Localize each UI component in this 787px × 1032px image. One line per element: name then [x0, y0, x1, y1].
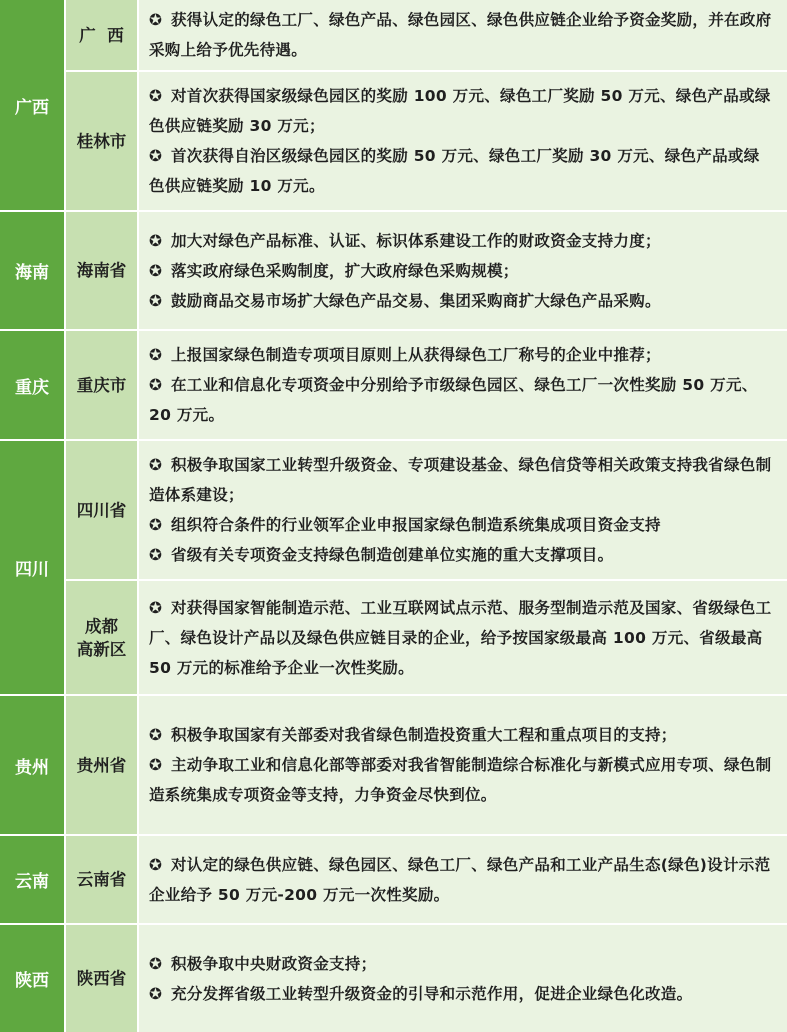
policy-text: 鼓励商品交易市场扩大绿色产品交易、集团采购商扩大绿色产品采购。	[171, 291, 661, 310]
city-label: 陕西省	[76, 969, 127, 988]
policy-item	[149, 5, 775, 65]
policy-content	[139, 331, 787, 439]
policy-text: 对认定的绿色供应链、绿色园区、绿色工厂、绿色产品和工业产品生态(绿色)设计示范企业给予 50 万元-200 万元一次性奖励。	[149, 855, 771, 904]
policy-item	[149, 593, 775, 683]
policy-item	[149, 340, 775, 370]
policy-content	[139, 836, 787, 923]
city-label: 成都	[85, 616, 118, 636]
star-bullet-icon: ✪	[149, 11, 163, 29]
policy-text: 获得认定的绿色工厂、绿色产品、绿色园区、绿色供应链企业给予资金奖励，并在政府采购上给予优先待遇。	[149, 11, 772, 59]
province-cell	[0, 836, 64, 923]
city-label: 贵州省	[76, 755, 127, 775]
policy-text: 充分发挥省级工业转型升级资金的引导和示范作用，促进企业绿色化改造。	[171, 984, 693, 1003]
star-bullet-icon: ✪	[149, 954, 163, 973]
policy-text: 加大对绿色产品标准、认证、标识体系建设工作的财政资金支持力度；	[171, 231, 661, 250]
city-label: 海南省	[76, 261, 127, 280]
policy-item	[149, 720, 775, 750]
city-label: 高新区	[76, 639, 127, 659]
policy-item	[149, 141, 775, 201]
star-bullet-icon: ✪	[149, 756, 163, 774]
policy-text: 对首次获得国家级绿色园区的奖励 100 万元、绿色工厂奖励 50 万元、绿色产品或绿色供应链奖励 30 万元；	[149, 87, 771, 135]
star-bullet-icon: ✪	[149, 87, 163, 105]
policy-item	[149, 949, 775, 979]
province-label: 陕西	[15, 971, 49, 991]
policy-content	[139, 0, 787, 70]
policy-content	[139, 581, 787, 694]
province-cell	[0, 441, 64, 694]
city-cell	[66, 212, 137, 329]
star-bullet-icon: ✪	[149, 456, 163, 474]
province-cell	[0, 212, 64, 329]
policy-item	[149, 750, 775, 810]
star-bullet-icon: ✪	[149, 984, 163, 1003]
city-label: 桂林市	[76, 131, 127, 151]
policy-item	[149, 81, 775, 141]
city-cell	[66, 72, 137, 210]
policy-content	[139, 441, 787, 579]
city-cell	[66, 581, 137, 694]
city-label: 云南省	[76, 870, 127, 889]
province-cell	[0, 0, 64, 210]
star-bullet-icon: ✪	[149, 546, 163, 564]
province-label: 贵州	[15, 757, 49, 778]
star-bullet-icon: ✪	[149, 231, 163, 250]
province-label: 广西	[15, 97, 49, 118]
star-bullet-icon: ✪	[149, 376, 163, 394]
policy-item	[149, 226, 775, 256]
policy-text: 上报国家绿色制造专项项目原则上从获得绿色工厂称号的企业中推荐；	[171, 346, 661, 364]
star-bullet-icon: ✪	[149, 598, 163, 617]
policy-content	[139, 72, 787, 210]
star-bullet-icon: ✪	[149, 291, 163, 310]
policy-content	[139, 212, 787, 329]
city-cell	[66, 0, 137, 70]
policy-item	[149, 370, 775, 430]
city-cell	[66, 696, 137, 834]
policy-text: 积极争取国家工业转型升级资金、专项建设基金、绿色信贷等相关政策支持我省绿色制造体系建设；	[149, 456, 772, 504]
city-label: 四川省	[76, 500, 127, 520]
city-cell	[66, 836, 137, 923]
policy-text: 对获得国家智能制造示范、工业互联网试点示范、服务型制造示范及国家、省级绿色工厂、绿色设计产品以及绿色供应链目录的企业，给予按国家级最高 100 万元、省级最高 50 万元的标准给予企业一次性奖励。	[149, 598, 772, 677]
policy-item	[149, 540, 775, 570]
policy-item	[149, 450, 775, 510]
policy-text: 组织符合条件的行业领军企业申报国家绿色制造系统集成项目资金支持	[171, 516, 661, 534]
policy-item	[149, 286, 775, 316]
policy-item	[149, 256, 775, 286]
star-bullet-icon: ✪	[149, 726, 163, 744]
city-label: 广 西	[79, 25, 124, 45]
province-label: 海南	[15, 263, 49, 283]
policy-item	[149, 510, 775, 540]
province-cell	[0, 696, 64, 834]
city-cell	[66, 441, 137, 579]
star-bullet-icon: ✪	[149, 261, 163, 280]
star-bullet-icon: ✪	[149, 516, 163, 534]
policy-text: 在工业和信息化专项资金中分别给予市级绿色园区、绿色工厂一次性奖励 50 万元、20 万元。	[149, 376, 758, 424]
province-label: 四川	[15, 560, 49, 580]
policy-text: 主动争取工业和信息化部等部委对我省智能制造综合标准化与新模式应用专项、绿色制造系统集成专项资金等支持，力争资金尽快到位。	[149, 756, 772, 804]
province-label: 云南	[15, 872, 49, 892]
policy-text: 积极争取中央财政资金支持；	[171, 954, 377, 973]
policy-text: 落实政府绿色采购制度，扩大政府绿色采购规模；	[171, 261, 519, 280]
star-bullet-icon: ✪	[149, 855, 163, 874]
policy-item	[149, 850, 775, 910]
city-label: 重庆市	[76, 375, 127, 395]
province-cell	[0, 331, 64, 439]
policy-item	[149, 979, 775, 1009]
city-cell	[66, 331, 137, 439]
policy-text: 省级有关专项资金支持绿色制造创建单位实施的重大支撑项目。	[171, 546, 614, 564]
policy-content	[139, 696, 787, 834]
policy-text: 首次获得自治区级绿色园区的奖励 50 万元、绿色工厂奖励 30 万元、绿色产品或绿色供应链奖励 10 万元。	[149, 147, 760, 195]
policy-text: 积极争取国家有关部委对我省绿色制造投资重大工程和重点项目的支持；	[171, 726, 677, 744]
star-bullet-icon: ✪	[149, 147, 163, 165]
star-bullet-icon: ✪	[149, 346, 163, 364]
province-label: 重庆	[15, 377, 49, 398]
